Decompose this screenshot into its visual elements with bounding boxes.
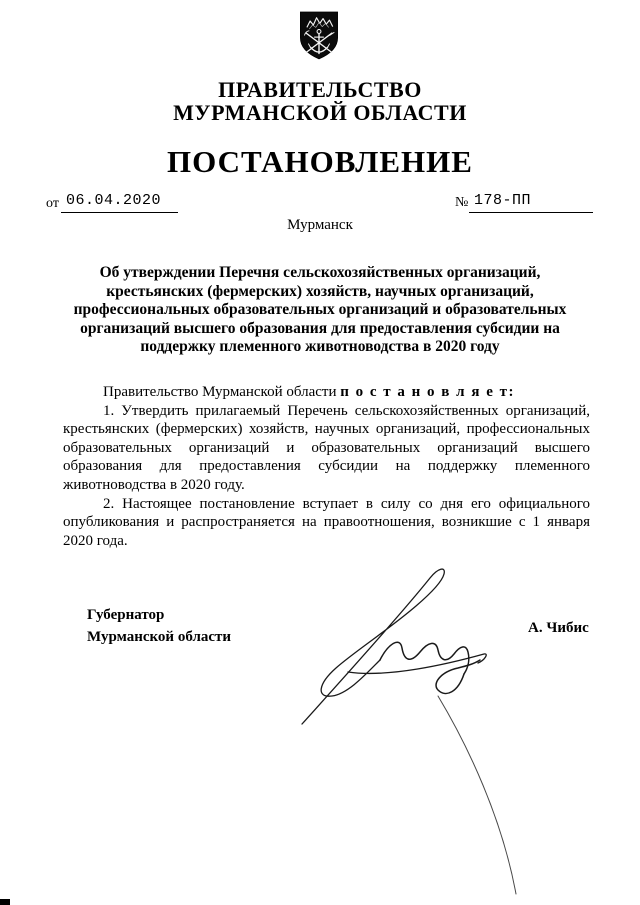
- issuing-authority: [0, 78, 640, 124]
- preamble: [63, 383, 590, 402]
- place-of-issue: Мурманск: [287, 217, 353, 233]
- number-value: 178-ПП: [469, 192, 593, 213]
- signatory-name: А. Чибис: [528, 620, 589, 636]
- signatory-position-line1: Губернатор: [87, 607, 165, 623]
- preamble-lead: Правительство Мурманской области: [103, 384, 341, 400]
- date-value: 06.04.2020: [61, 192, 178, 213]
- date-label: от: [46, 196, 59, 211]
- signatory-position-line2: Мурманской области: [87, 629, 232, 645]
- document-type-heading: ПОСТАНОВЛЕНИЕ: [167, 144, 473, 179]
- murmansk-coat-of-arms-icon: [298, 9, 340, 62]
- preamble-resolve-word: п о с т а н о в л я е т:: [340, 384, 515, 400]
- document-subject-title: Об утверждении Перечня сельскохозяйственных организаций, крестьянских (фермерских) хозяйств, научных организаций, профессиональных образовательных организаций и образовательных организаций высшего образования для предоставления субсидии на поддержку племенного животноводства в 2020 году: [73, 264, 567, 355]
- document-body: [63, 383, 590, 550]
- authority-line1: ПРАВИТЕЛЬСТВО: [218, 77, 422, 102]
- handwritten-signature-icon: [288, 556, 533, 904]
- paragraph-2: 2. Настоящее постановление вступает в силу со дня его официального опубликования и распространяется на правоотношения, возникшие с 1 января 2020 года.: [63, 495, 590, 549]
- paragraph-1: 1. Утвердить прилагаемый Перечень сельскохозяйственных организаций, крестьянских (фермерских) хозяйств, научных организаций, профессиональных образовательных организаций и образовательных организаций высшего образования для предоставления субсидии на поддержку племенного животноводства в 2020 году.: [63, 402, 590, 493]
- number-label: №: [455, 195, 469, 210]
- scan-artifact: [0, 899, 10, 905]
- signatory-position: [87, 604, 231, 648]
- authority-line2: МУРМАНСКОЙ ОБЛАСТИ: [173, 100, 467, 125]
